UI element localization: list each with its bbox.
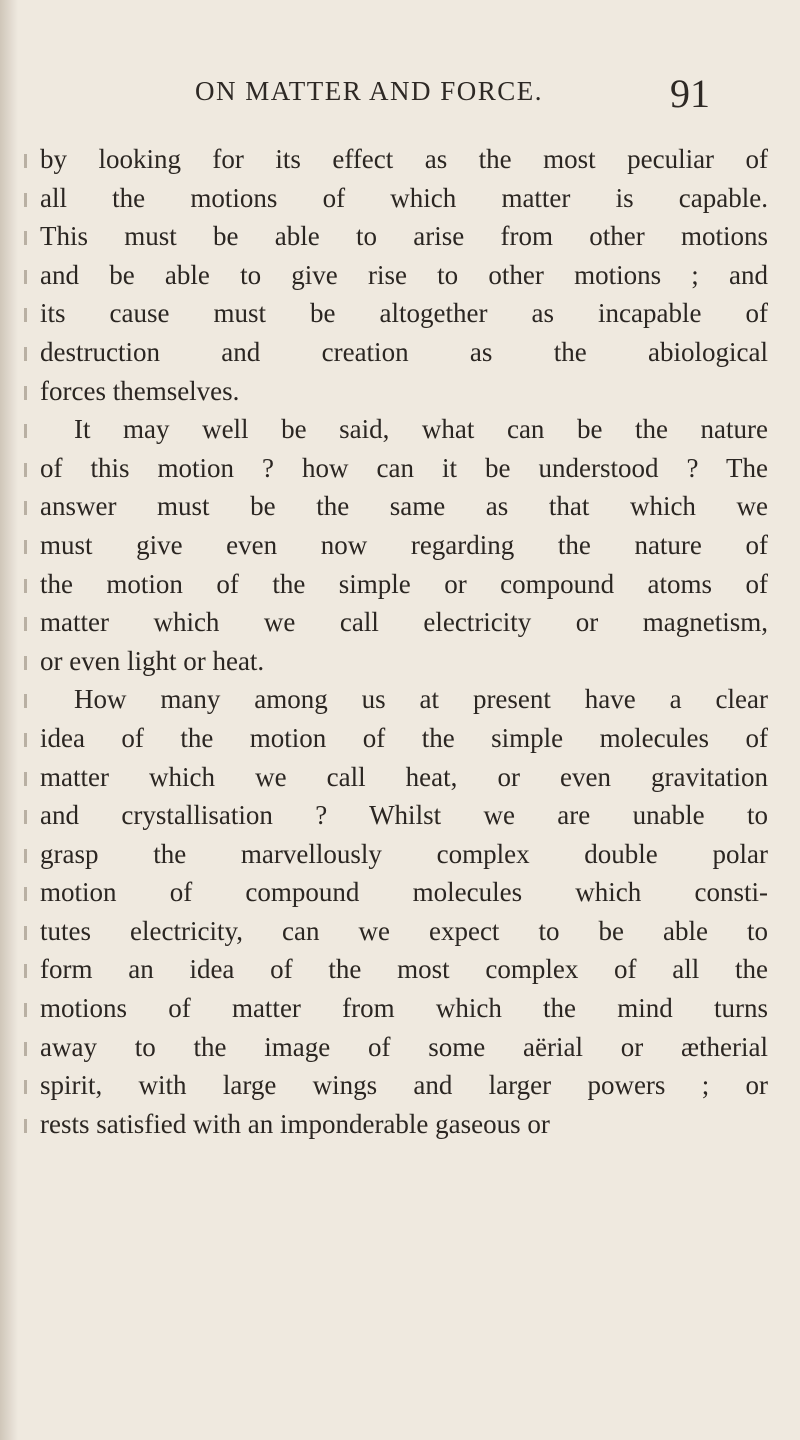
margin-mark (24, 449, 28, 488)
margin-mark (24, 912, 28, 951)
text-line: idea of the motion of the simple molecules of (40, 722, 768, 753)
margin-mark (24, 1066, 28, 1105)
page-number: 91 (670, 71, 710, 116)
margin-mark (24, 526, 28, 565)
margin-mark (24, 873, 28, 912)
margin-marks (18, 140, 34, 1143)
text-line: This must be able to arise from other motions (40, 221, 768, 252)
running-head (0, 71, 800, 116)
text-line: and crystallisation ? Whilst we are unable to (40, 800, 768, 831)
margin-mark (24, 140, 28, 179)
text-line: all the motions of which matter is capable. (40, 182, 768, 213)
margin-mark (24, 333, 28, 372)
text-line: grasp the marvellously complex double polar (40, 838, 768, 869)
text-line: motion of compound molecules which consti- (40, 877, 768, 908)
text-line: How many among us at present have a clear (74, 684, 768, 715)
text-line: matter which we call heat, or even gravitation (40, 761, 768, 792)
margin-mark (24, 294, 28, 333)
margin-mark (24, 217, 28, 256)
margin-mark (24, 1028, 28, 1067)
margin-mark (24, 835, 28, 874)
margin-mark (24, 989, 28, 1028)
text-line: by looking for its effect as the most peculiar of (40, 144, 768, 174)
margin-mark (24, 487, 28, 526)
text-line: destruction and creation as the abiological (40, 336, 768, 367)
text-line: or even light or heat. (40, 645, 265, 676)
margin-mark (24, 565, 28, 604)
text-line: the motion of the simple or compound atoms of (40, 568, 768, 599)
text-line: It may well be said, what can be the nature (74, 414, 768, 445)
body-text (40, 140, 768, 1143)
text-line: and be able to give rise to other motions ; and (40, 259, 768, 290)
margin-mark (24, 758, 28, 797)
margin-mark (24, 603, 28, 642)
margin-mark (24, 796, 28, 835)
margin-mark (24, 642, 28, 681)
margin-mark (24, 410, 28, 449)
text-line: away to the image of some aërial or ætherial (40, 1031, 768, 1062)
text-line: forces themselves. (40, 375, 240, 406)
margin-mark (24, 256, 28, 295)
text-line: motions of matter from which the mind turns (40, 993, 768, 1024)
margin-mark (24, 680, 28, 719)
text-line: answer must be the same as that which we (40, 491, 768, 522)
text-line: form an idea of the most complex of all the (40, 954, 768, 985)
text-line: rests satisfied with an imponderable gaseous or (40, 1108, 550, 1139)
margin-mark (24, 719, 28, 758)
text-line: its cause must be altogether as incapable of (40, 298, 768, 329)
text-line: tutes electricity, can we expect to be able to (40, 915, 768, 946)
margin-mark (24, 179, 28, 218)
text-line: spirit, with large wings and larger powers ; or (40, 1070, 768, 1101)
text-line: must give even now regarding the nature of (40, 529, 768, 560)
text-line: matter which we call electricity or magnetism, (40, 607, 768, 638)
running-title: ON MATTER AND FORCE. (195, 76, 544, 106)
text-line: of this motion ? how can it be understood ? The (40, 452, 768, 483)
margin-mark (24, 372, 28, 411)
margin-mark (24, 1105, 28, 1144)
margin-mark (24, 950, 28, 989)
